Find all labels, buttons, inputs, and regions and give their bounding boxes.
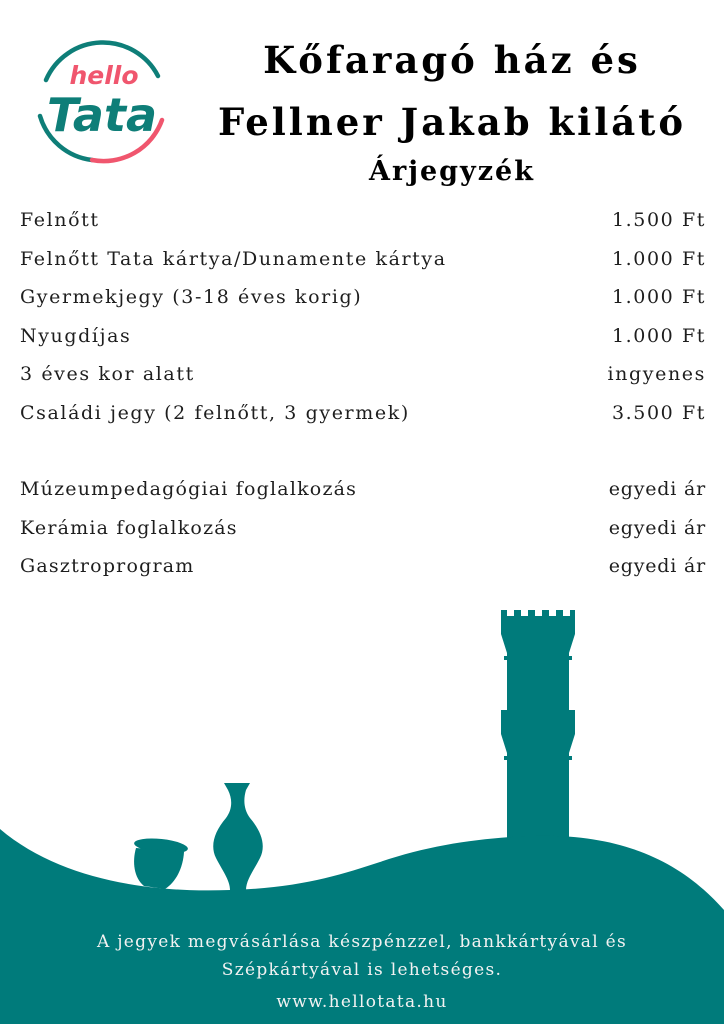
ticket-label: Felnőtt Tata kártya/Dunamente kártya [20,247,447,270]
program-price: egyedi ár [608,478,706,500]
price-row [20,363,706,402]
page-title-line-2: Fellner Jakab kilátó [217,100,687,144]
page-title-line-1: Kőfaragó ház és [263,38,641,82]
vase-icon [213,783,263,890]
website-link[interactable]: www.hellotata.hu [276,992,448,1012]
program-row [20,555,706,594]
hellotata-logo [30,28,172,170]
program-label: Kerámia foglalkozás [20,516,238,539]
program-price: egyedi ár [608,516,706,539]
price-row [20,248,706,287]
ticket-label: Nyugdíjas [20,324,132,347]
pot-icon [133,836,188,889]
program-price: egyedi ár [608,555,706,578]
program-row [20,517,706,556]
payment-info-line-1: A jegyek megvásárlása készpénzzel, bankkártyával és [96,932,628,952]
program-row [20,478,706,517]
price-row [20,286,706,325]
ticket-price: 1.000 Ft [611,286,706,309]
ticket-price: 3.500 Ft [611,401,706,424]
logo-emblem-icon [30,28,172,170]
ticket-price: 1.000 Ft [611,247,706,270]
price-row [20,402,706,441]
ticket-price: 1.000 Ft [611,324,706,347]
ticket-label: Felnőtt [20,209,100,231]
ticket-price: 1.500 Ft [611,209,706,231]
program-price-list [20,478,706,594]
payment-info-line-2: Szépkártyával is lehetséges. [221,960,503,980]
ticket-label: 3 éves kor alatt [20,363,195,386]
price-row [20,209,706,248]
ticket-label: Gyermekjegy (3-18 éves korig) [20,286,363,309]
ticket-price-list [20,209,706,441]
svg-text:hello: hello [69,61,139,90]
ticket-price: ingyenes [607,363,706,386]
program-label: Múzeumpedagógiai foglalkozás [20,478,358,500]
price-list-heading: Árjegyzék [369,156,535,187]
svg-text:Tata: Tata [47,88,157,142]
price-row [20,325,706,364]
program-label: Gasztroprogram [20,555,195,578]
ticket-label: Családi jegy (2 felnőtt, 3 gyermek) [20,401,410,424]
